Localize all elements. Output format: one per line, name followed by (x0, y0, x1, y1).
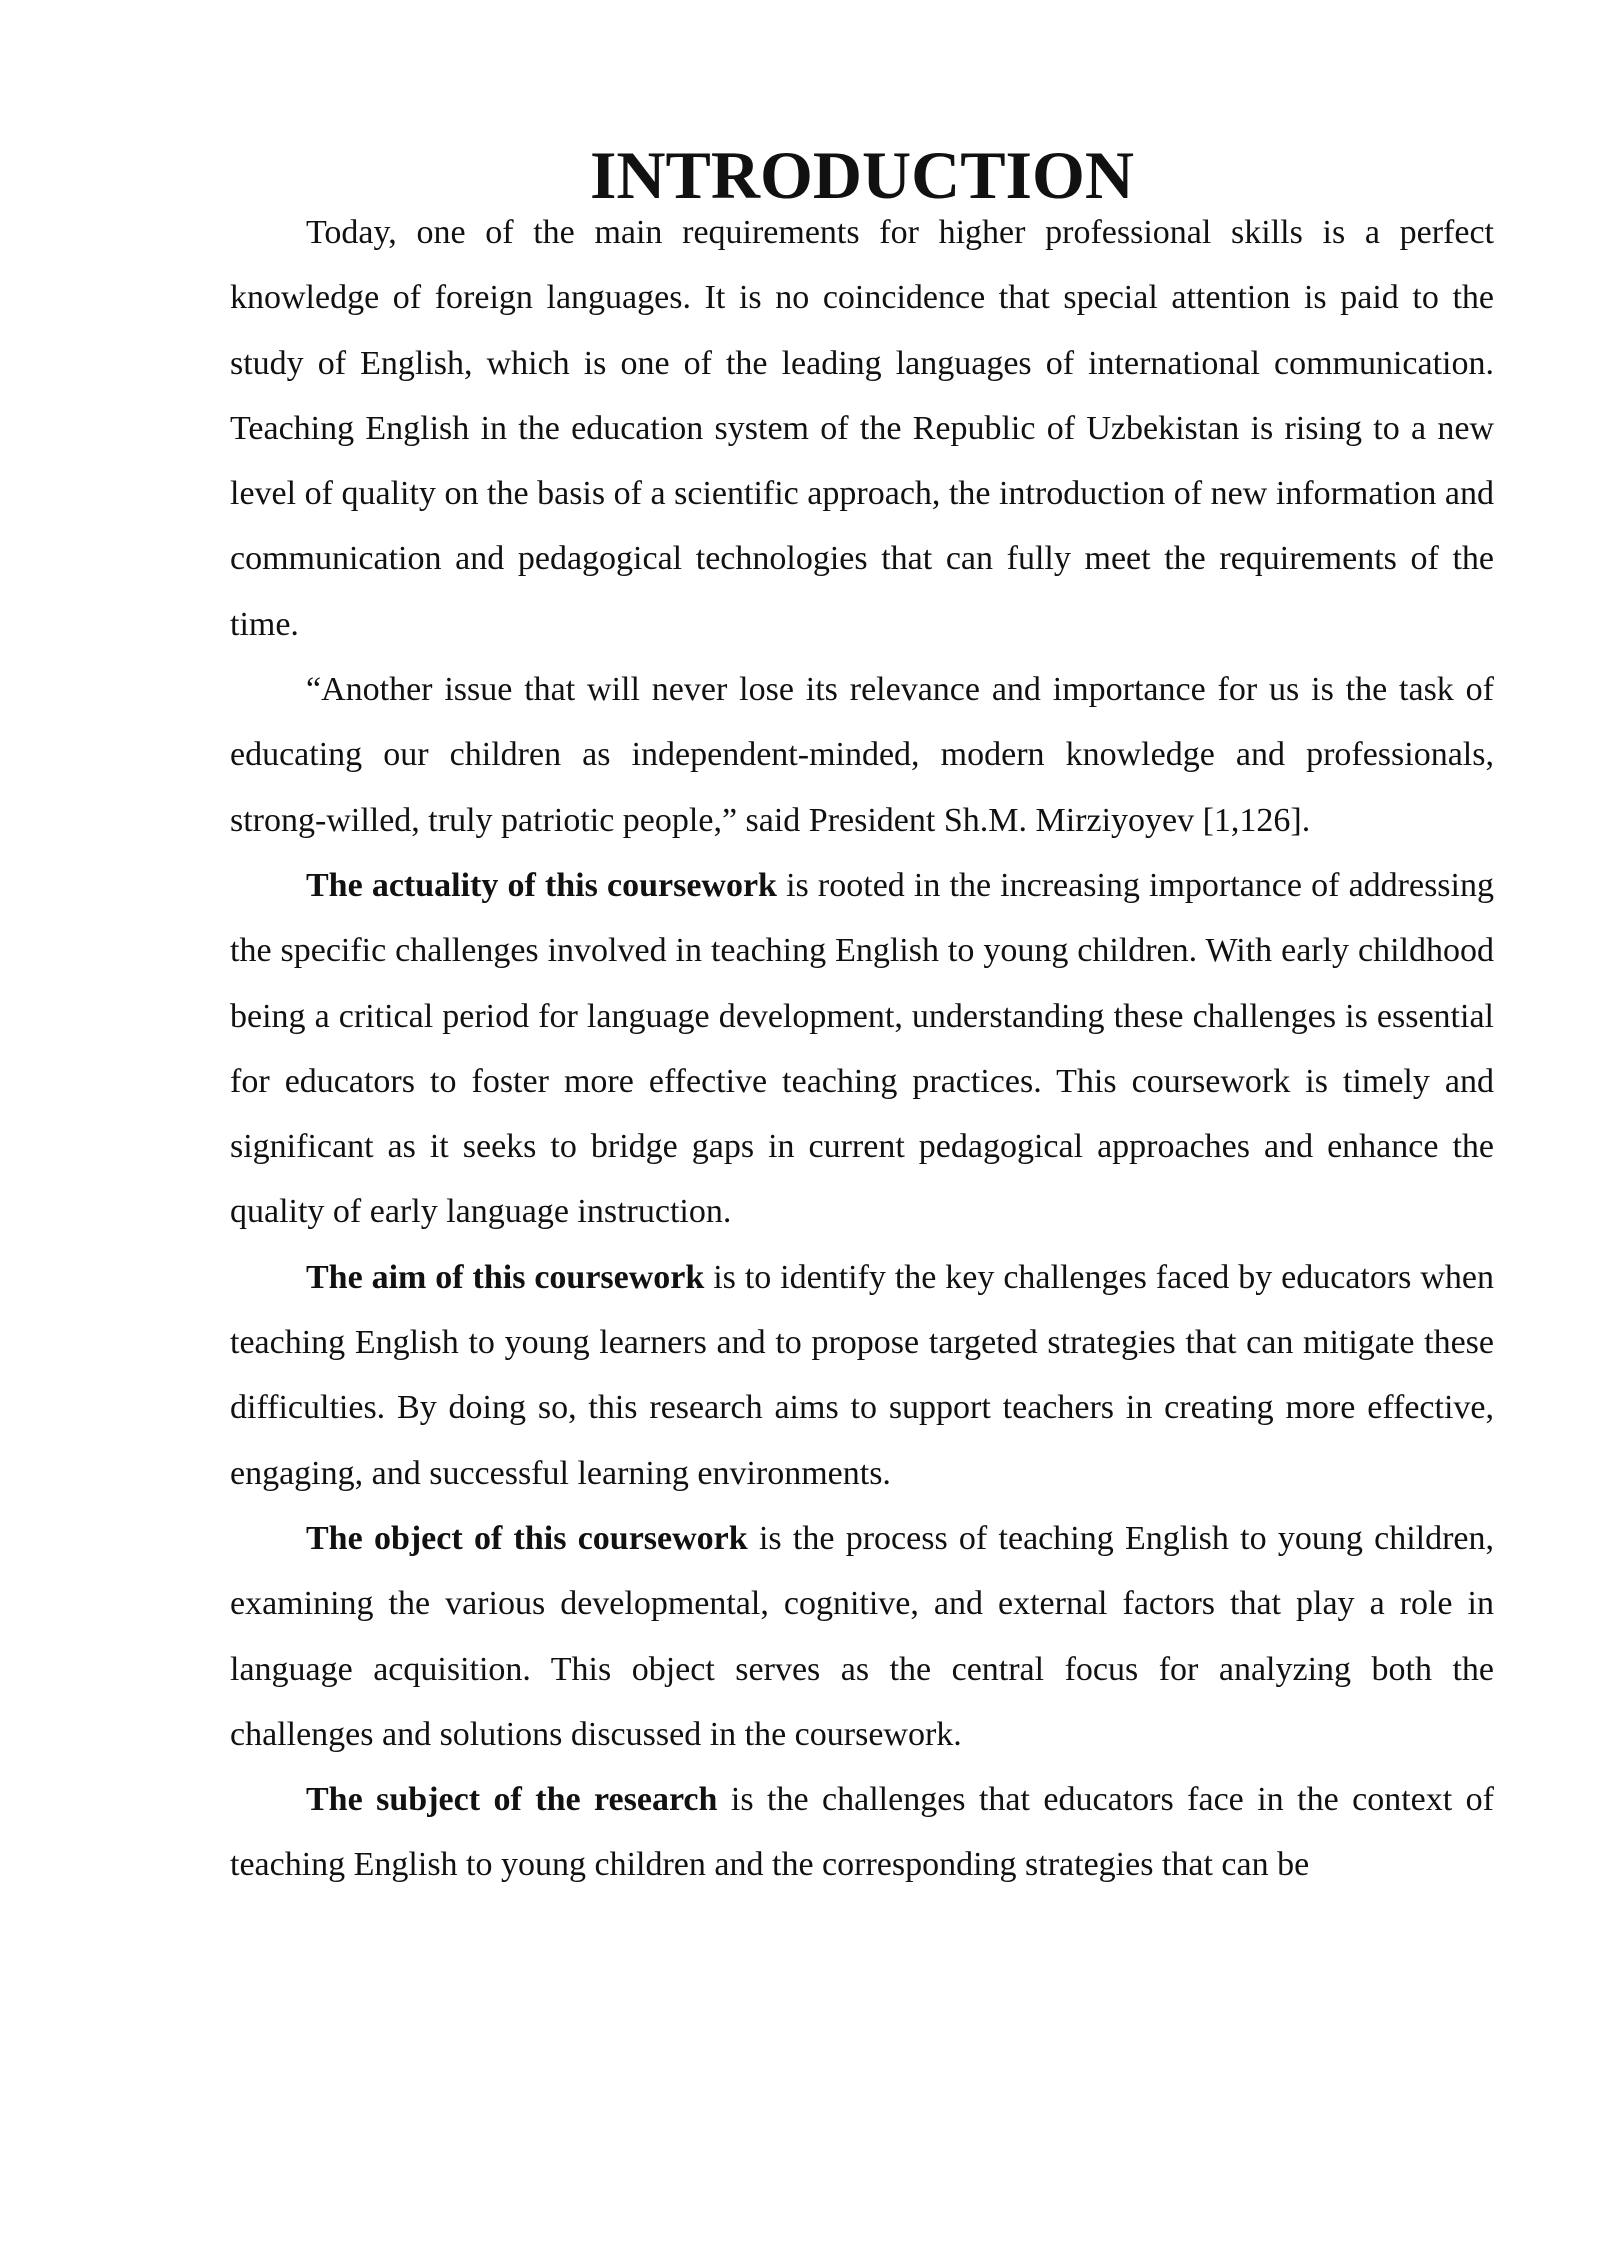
paragraph-lead: The actuality of this coursework (306, 866, 777, 904)
paragraph-actuality (230, 853, 1494, 1245)
paragraph-lead: The subject of the research (306, 1781, 718, 1819)
paragraph-text: is the process of teaching English to young children, examining the various developmental, cognitive, and external factors that play a role in language acquisition. This object serves as the central focus for analyzing both the challenges and solutions discussed in the coursework. (230, 1519, 1494, 1753)
paragraph-lead: The aim of this coursework (306, 1258, 705, 1296)
paragraph-quote (230, 657, 1494, 853)
paragraph-text: Today, one of the main requirements for higher professional skills is a perfect knowledge of foreign languages. It is no coincidence that special attention is paid to the study of English, which is one of the leading languages of international communication. Teaching English in the education system of the Republic of Uzbekistan is rising to a new level of quality on the basis of a scientific approach, the introduction of new information and communication and pedagogical technologies that can fully meet the requirements of the time. (230, 214, 1494, 643)
paragraph-text: “Another issue that will never lose its relevance and importance for us is the task of educating our children as independent-minded, modern knowledge and professionals, strong-willed, truly patriotic people,” said President Sh.M. Mirziyoyev [1,126]. (230, 671, 1494, 839)
document-page (230, 137, 1494, 1898)
paragraph-subject (230, 1767, 1494, 1898)
paragraph-object (230, 1506, 1494, 1767)
paragraph-text: is the challenges that educators face in the context of teaching English to young children and the corresponding strategies that can be (230, 1781, 1494, 1884)
paragraph-text: is rooted in the increasing importance of addressing the specific challenges involved in teaching English to young children. With early childhood being a critical period for language development, understanding these challenges is essential for educators to foster more effective teaching practices. This coursework is timely and significant as it seeks to bridge gaps in current pedagogical approaches and enhance the quality of early language instruction. (230, 866, 1494, 1231)
paragraph-aim (230, 1245, 1494, 1506)
paragraph-intro (230, 200, 1494, 657)
paragraph-text: is to identify the key challenges faced by educators when teaching English to young learners and to propose targeted strategies that can mitigate these difficulties. By doing so, this research aims to support teachers in creating more effective, engaging, and successful learning environments. (230, 1258, 1494, 1492)
page-title: INTRODUCTION (589, 137, 1135, 213)
paragraph-lead: The object of this coursework (306, 1519, 748, 1557)
